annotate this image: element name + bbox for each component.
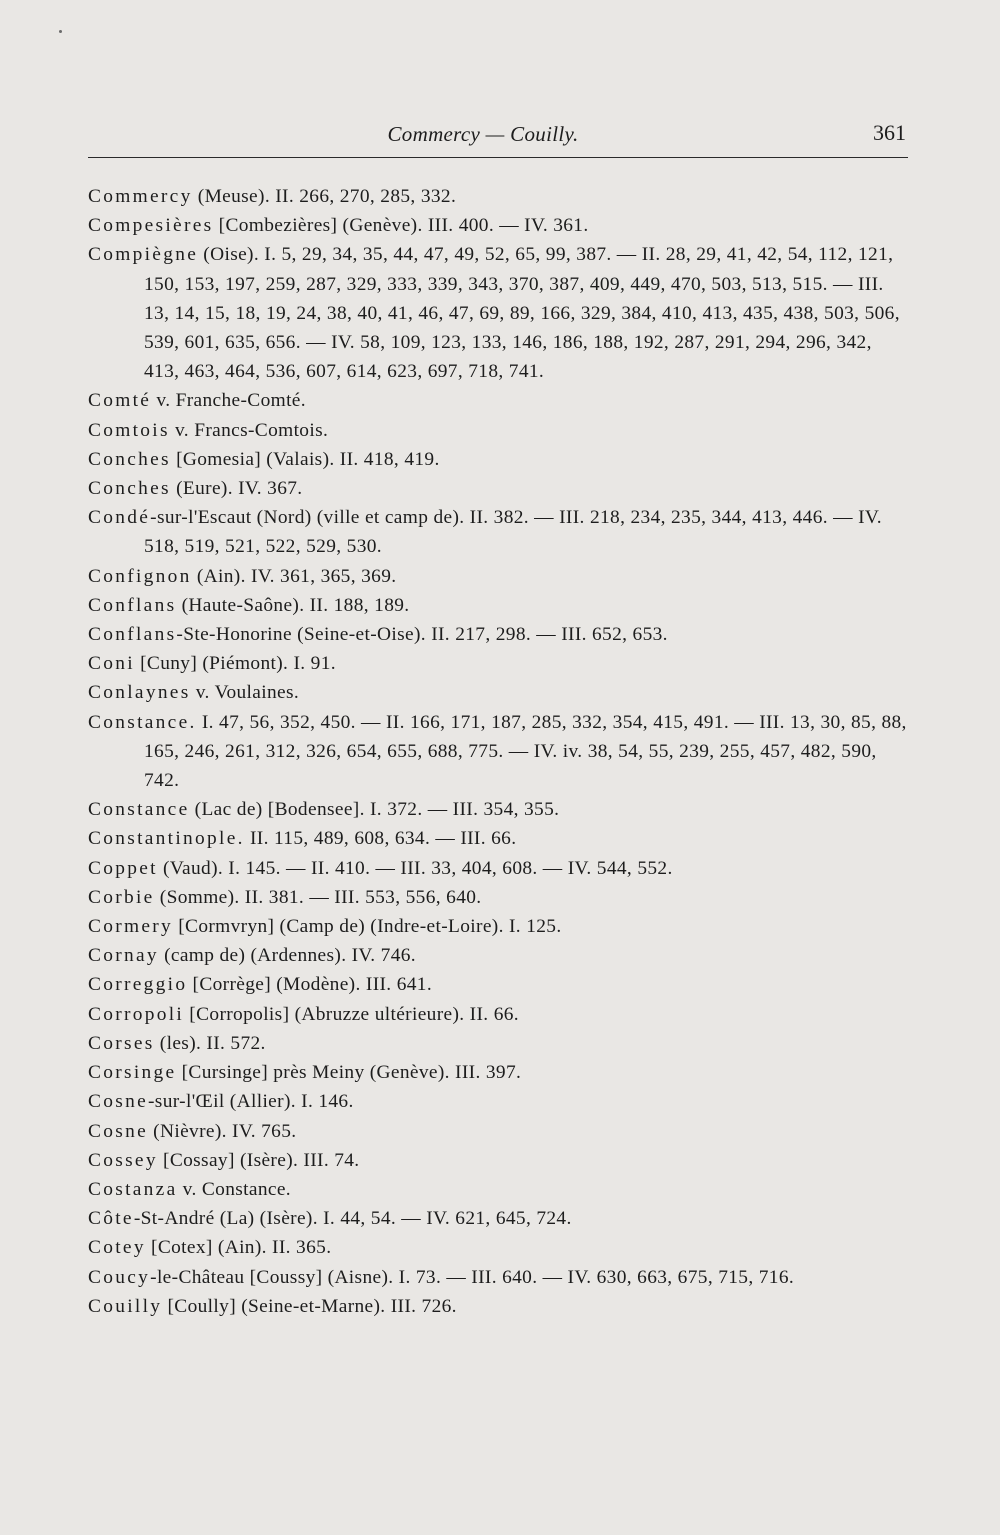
entry-headword: Commercy (88, 186, 193, 207)
index-entry (88, 620, 910, 649)
entry-references: (camp de) (Ardennes). IV. 746. (158, 945, 416, 967)
entry-headword: Corbie (88, 886, 155, 908)
entry-references: -sur-l'Œil (Allier). I. 146. (147, 1091, 354, 1113)
index-entry (88, 416, 910, 445)
entry-references: (Ain). IV. 361, 365, 369. (191, 565, 397, 587)
entry-headword: Conflans (88, 594, 177, 616)
index-entry (88, 649, 910, 678)
entry-references: (les). II. 572. (154, 1032, 266, 1054)
entry-references: I. 47, 56, 352, 450. — II. 166, 171, 187, 285, 332, 354, 415, 491. — III. 13, 30, 85, 88, 165, 246, 261, 312, 326, 654, 655, 688, 775. — IV. iv. 38, 54, 55, 239, 255, 457, 482, 590, 742. (144, 711, 907, 792)
entry-references: (Haute-Saône). II. 188, 189. (176, 594, 410, 616)
entry-headword: Condé (88, 507, 151, 529)
entry-references: v. Franche-Comté. (151, 390, 306, 412)
index-entry (88, 708, 910, 796)
index-entry (88, 678, 910, 707)
entry-references: (Eure). IV. 367. (170, 478, 303, 500)
entry-references: v. Constance. (177, 1178, 291, 1200)
index-entry (88, 474, 910, 503)
entry-references: (Somme). II. 381. — III. 553, 556, 640. (154, 886, 482, 908)
index-entry (88, 824, 910, 853)
index-entries (88, 182, 910, 1321)
entry-headword: Cosne (88, 1091, 148, 1113)
entry-headword: Constance (88, 799, 190, 821)
entry-headword: Confignon (88, 565, 192, 587)
entry-references: [Cossay] (Isère). III. 74. (157, 1149, 360, 1171)
running-title: Commercy — Couilly. (387, 122, 579, 146)
index-entry (88, 1029, 910, 1058)
entry-references: -St-André (La) (Isère). I. 44, 54. — IV. 621, 645, 724. (133, 1208, 572, 1230)
entry-headword: Coucy (88, 1266, 151, 1288)
paper-speck (59, 30, 62, 33)
entry-references: -Ste-Honorine (Seine-et-Oise). II. 217, 298. — III. 652, 653. (176, 624, 668, 646)
entry-headword: Compiègne (88, 244, 199, 266)
index-entry (88, 1263, 910, 1292)
entry-headword: Corses (88, 1032, 155, 1054)
entry-headword: Conches (88, 448, 171, 470)
entry-references: [Cormvryn] (Camp de) (Indre-et-Loire). I. 125. (173, 916, 562, 938)
index-entry (88, 1204, 910, 1233)
entry-headword: Couilly (88, 1295, 163, 1317)
entry-headword: Constantinople. (88, 828, 245, 850)
index-entry (88, 1087, 910, 1116)
entry-headword: Correggio (88, 974, 188, 996)
index-entry (88, 445, 910, 474)
entry-references: [Cuny] (Piémont). I. 91. (134, 653, 336, 675)
page-header (88, 118, 908, 158)
entry-headword: Corropoli (88, 1003, 185, 1025)
page-number: 361 (873, 120, 906, 145)
index-entry (88, 795, 910, 824)
index-entry (88, 591, 910, 620)
entry-headword: Comtois (88, 419, 170, 441)
entry-references: v. Francs-Comtois. (169, 419, 329, 441)
entry-headword: Conches (88, 478, 171, 500)
index-entry (88, 883, 910, 912)
entry-references: [Coully] (Seine-et-Marne). III. 726. (162, 1295, 457, 1317)
index-entry (88, 562, 910, 591)
index-entry (88, 1146, 910, 1175)
entry-references: II. 115, 489, 608, 634. — III. 66. (244, 828, 517, 850)
entry-headword: Cosne (88, 1120, 148, 1142)
entry-headword: Cossey (88, 1149, 158, 1171)
index-entry (88, 1233, 910, 1262)
entry-headword: Constance. (88, 711, 197, 733)
entry-references: [Corropolis] (Abruzze ultérieure). II. 66. (184, 1003, 519, 1025)
entry-references: -sur-l'Escaut (Nord) (ville et camp de). II. 382. — III. 218, 234, 235, 344, 413, 446. — IV. 518, 519, 521, 522, 529, 530. (144, 507, 882, 558)
entry-references: (Meuse). II. 266, 270, 285, 332. (192, 186, 457, 207)
entry-headword: Conlaynes (88, 682, 191, 704)
entry-references: [Combezières] (Genève). III. 400. — IV. 361. (213, 215, 589, 237)
index-entry (88, 1000, 910, 1029)
entry-headword: Cormery (88, 916, 174, 938)
entry-headword: Coppet (88, 857, 158, 879)
entry-references: [Gomesia] (Valais). II. 418, 419. (170, 448, 440, 470)
entry-headword: Corsinge (88, 1062, 177, 1084)
index-entry (88, 970, 910, 999)
entry-references: [Cursinge] près Meiny (Genève). III. 397. (176, 1062, 522, 1084)
index-entry (88, 1175, 910, 1204)
entry-headword: Cotey (88, 1237, 146, 1259)
index-entry (88, 912, 910, 941)
index-entry (88, 503, 910, 561)
index-entry (88, 1292, 910, 1321)
index-entry (88, 386, 910, 415)
header-rule (88, 157, 908, 158)
entry-references: (Vaud). I. 145. — II. 410. — III. 33, 404, 608. — IV. 544, 552. (157, 857, 673, 879)
entry-references: (Lac de) [Bodensee]. I. 372. — III. 354, 355. (189, 799, 560, 821)
entry-headword: Côte (88, 1208, 134, 1230)
entry-headword: Comté (88, 390, 152, 412)
entry-references: [Corrège] (Modène). III. 641. (187, 974, 433, 996)
entry-headword: Coni (88, 653, 135, 675)
entry-headword: Conflans (88, 624, 177, 646)
entry-headword: Cornay (88, 945, 159, 967)
index-entry (88, 1058, 910, 1087)
index-entry (88, 941, 910, 970)
index-entry (88, 854, 910, 883)
entry-references: (Oise). I. 5, 29, 34, 35, 44, 47, 49, 52, 65, 99, 387. — II. 28, 29, 41, 42, 54, 112, 121, 150, 153, 197, 259, 287, 329, 333, 339, 343, 370, 387, 409, 449, 470, 503, 513, 515. — III. 13, 14, 15, 18, 19, 24, 38, 40, 41, 46, 47, 69, 89, 166, 329, 384, 410, 413, 435, 438, 503, 506, 539, 601, 635, 656. — IV. 58, 109, 123, 133, 146, 186, 188, 192, 287, 291, 294, 296, 342, 413, 463, 464, 536, 607, 614, 623, 697, 718, 741. (144, 244, 900, 383)
entry-references: -le-Château [Coussy] (Aisne). I. 73. — III. 640. — IV. 630, 663, 675, 715, 716. (150, 1266, 795, 1288)
entry-references: (Nièvre). IV. 765. (147, 1120, 297, 1142)
entry-headword: Compesières (88, 215, 214, 237)
index-entry (88, 211, 910, 240)
entry-references: [Cotex] (Ain). II. 365. (145, 1237, 332, 1259)
index-entry (88, 240, 910, 386)
index-entry (88, 182, 910, 211)
entry-headword: Costanza (88, 1178, 178, 1200)
index-entry (88, 1117, 910, 1146)
entry-references: v. Voulaines. (190, 682, 300, 704)
